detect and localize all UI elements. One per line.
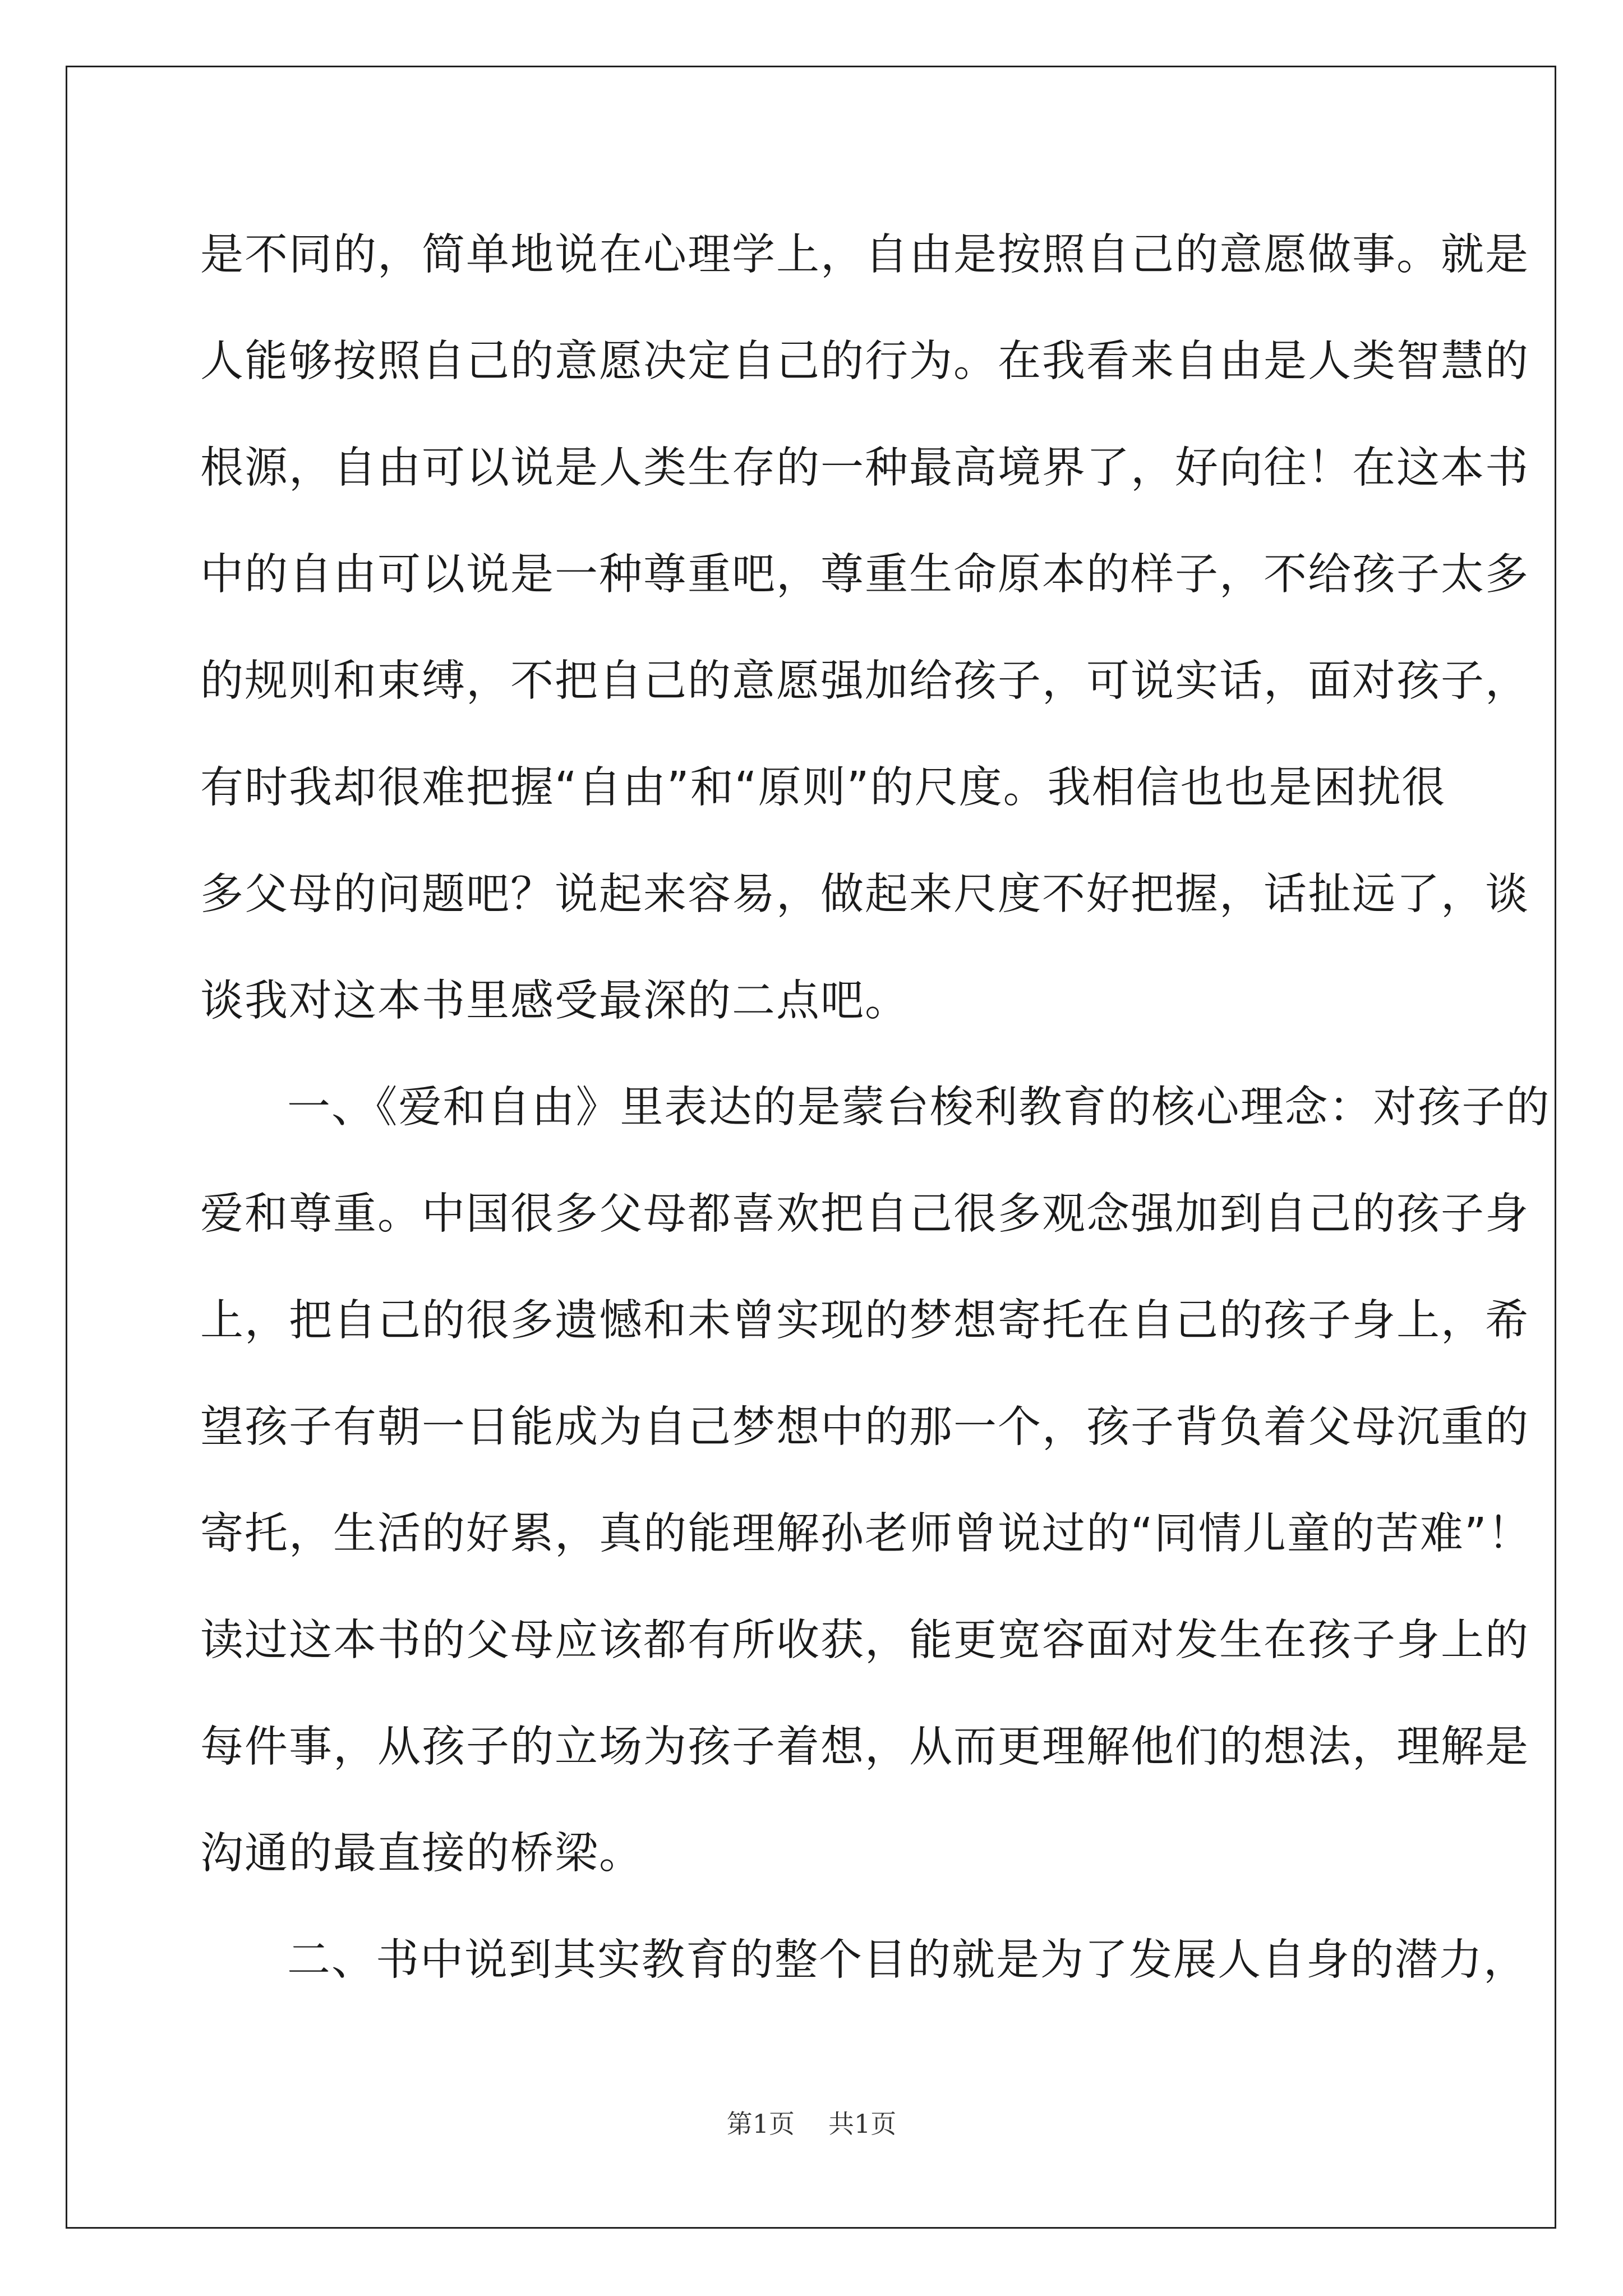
page-total: 共1页 [828,2109,897,2139]
text-line: 根源，自由可以说是人类生存的一种最高境界了，好向往！在这本书 [200,443,1529,493]
text-line: 寄托，生活的好累，真的能理解孙老师曾说过的“同情儿童的苦难”！ [200,1509,1532,1559]
text-line: 的规则和束缚，不把自己的意愿强加给孩子，可说实话，面对孩子， [200,656,1529,706]
page-number: 第1页 [726,2109,795,2139]
text-line: 谈我对这本书里感受最深的二点吧。 [200,976,909,1026]
text-line: 每件事，从孩子的立场为孩子着想，从而更理解他们的想法，理解是 [200,1722,1529,1772]
text-line: 有时我却很难把握“自由”和“原则”的尺度。我相信也也是困扰很 [200,763,1446,813]
text-line: 中的自由可以说是一种尊重吧，尊重生命原本的样子，不给孩子太多 [200,550,1529,600]
text-line: 上，把自己的很多遗憾和未曾实现的梦想寄托在自己的孩子身上，希 [200,1296,1529,1346]
text-line: 爱和尊重。中国很多父母都喜欢把自己很多观念强加到自己的孩子身 [200,1189,1529,1239]
text-line: 人能够按照自己的意愿决定自己的行为。在我看来自由是人类智慧的 [200,337,1529,386]
document-body [200,202,1551,2014]
text-line: 二、书中说到其实教育的整个目的就是为了发展人自身的潜力， [287,1935,1528,1985]
text-line: 是不同的，简单地说在心理学上，自由是按照自己的意愿做事。就是 [200,230,1529,280]
text-line: 多父母的问题吧？说起来容易，做起来尺度不好把握，话扯远了，谈 [200,869,1529,919]
text-line: 沟通的最直接的桥梁。 [200,1829,643,1879]
text-line: 一、《爱和自由》里表达的是蒙台梭利教育的核心理念：对孩子的 [287,1083,1551,1133]
text-line: 读过这本书的父母应该都有所收获，能更宽容面对发生在孩子身上的 [200,1616,1529,1665]
page-footer [0,2104,1623,2141]
text-line: 望孩子有朝一日能成为自己梦想中的那一个，孩子背负着父母沉重的 [200,1402,1529,1452]
